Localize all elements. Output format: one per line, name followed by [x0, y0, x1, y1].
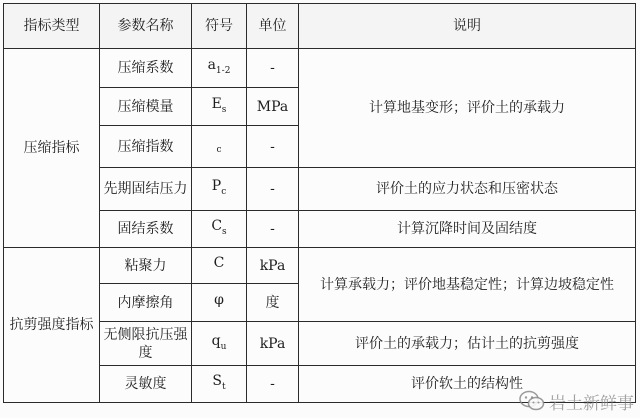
unit-cell: kPa: [247, 322, 299, 366]
symbol-cell: C: [192, 248, 247, 284]
watermark-text: 岩土新鲜事: [549, 393, 634, 414]
param-cell: 压缩模量: [100, 88, 192, 126]
soil-index-table: [3, 3, 636, 403]
symbol-cell: $q_u$: [192, 322, 247, 366]
watermark: [519, 386, 634, 416]
header-desc: 说明: [299, 4, 636, 49]
header-param: 参数名称: [100, 4, 192, 49]
param-cell: 无侧限抗压强度: [100, 322, 192, 366]
desc-cell: 计算地基变形；评价土的承载力: [299, 49, 636, 168]
desc-cell: 计算沉降时间及固结度: [299, 211, 636, 248]
param-cell: 内摩擦角: [100, 284, 192, 322]
unit-cell: -: [247, 168, 299, 211]
unit-cell: kPa: [247, 248, 299, 284]
header-unit: 单位: [247, 4, 299, 49]
unit-cell: -: [247, 49, 299, 88]
desc-cell: 评价土的承载力；估计土的抗剪强度: [299, 322, 636, 366]
desc-cell: 评价土的应力状态和压密状态: [299, 168, 636, 211]
param-cell: 先期固结压力: [100, 168, 192, 211]
unit-cell: 度: [247, 284, 299, 322]
symbol-cell: $P_c$: [192, 168, 247, 211]
wechat-icon: [519, 390, 545, 412]
symbol-cell: $a_{1-2}$: [192, 49, 247, 88]
param-cell: 固结系数: [100, 211, 192, 248]
unit-cell: -: [247, 211, 299, 248]
param-cell: 粘聚力: [100, 248, 192, 284]
param-cell: 压缩指数: [100, 126, 192, 168]
group-shear: 抗剪强度指标: [4, 248, 100, 403]
param-cell: 灵敏度: [100, 366, 192, 403]
header-symbol: 符号: [192, 4, 247, 49]
symbol-cell: c: [192, 126, 247, 168]
table-row: [4, 248, 636, 284]
symbol-cell: $S_t$: [192, 366, 247, 403]
symbol-cell: φ: [192, 284, 247, 322]
symbol-cell: $C_s$: [192, 211, 247, 248]
table-header-row: [4, 4, 636, 49]
param-cell: 压缩系数: [100, 49, 192, 88]
desc-cell: 评价软土的结构性: [299, 366, 636, 403]
desc-cell: 计算承载力；评价地基稳定性；计算边坡稳定性: [299, 248, 636, 322]
symbol-cell: $E_s$: [192, 88, 247, 126]
group-compression: 压缩指标: [4, 49, 100, 248]
unit-cell: -: [247, 126, 299, 168]
unit-cell: MPa: [247, 88, 299, 126]
table-row: [4, 49, 636, 88]
unit-cell: -: [247, 366, 299, 403]
header-type: 指标类型: [4, 4, 100, 49]
